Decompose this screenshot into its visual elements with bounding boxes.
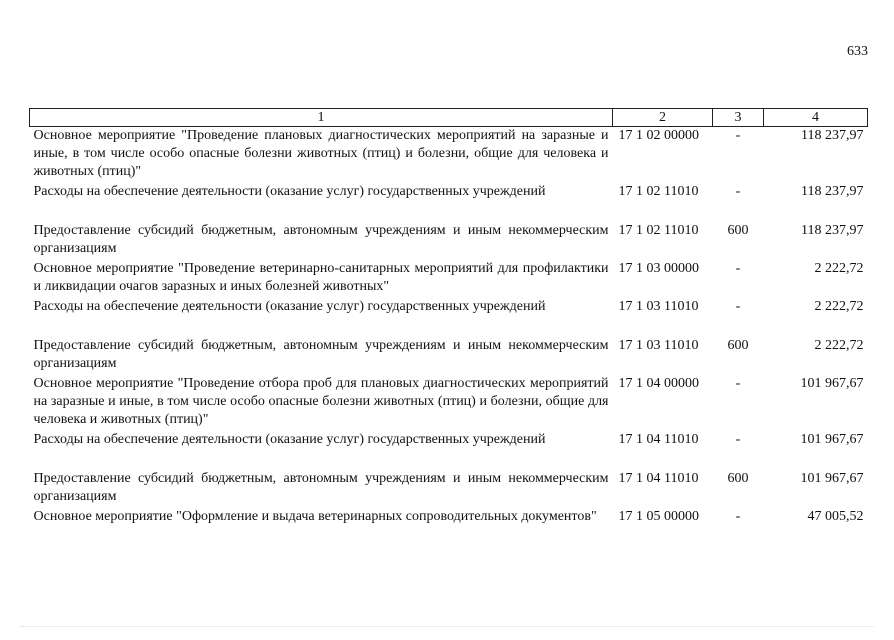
table-row [30,375,868,431]
column-header-code: 2 [613,109,713,127]
table-row [30,470,868,508]
row-amount: 101 967,67 [800,376,864,391]
row-description: Расходы на обеспечение деятельности (оказание услуг) государственных учреждений [33,184,546,199]
row-description: Основное мероприятие "Оформление и выдача ветеринарных сопроводительных документов" [33,509,597,524]
row-code: 17 1 03 11010 [618,338,699,353]
row-type: - [735,261,741,276]
row-description: Основное мероприятие "Проведение отбора проб для плановых диагностических мероприятий на заразные и иные, в том числе особо опасные болезни животных (птиц) и болезни, общие для человека и животных (птиц)" [33,376,609,427]
table-row [30,183,868,222]
row-type: - [735,509,741,524]
column-header-description: 1 [30,109,613,127]
row-type: - [735,432,741,447]
scan-artifact-line [20,626,874,627]
row-type: 600 [727,223,749,238]
row-type: - [735,128,741,143]
table-row [30,222,868,260]
row-amount: 2 222,72 [814,261,864,276]
table-body [30,127,868,547]
table-row [30,260,868,298]
row-code: 17 1 04 11010 [618,471,699,486]
row-amount: 47 005,52 [807,509,864,524]
row-code: 17 1 02 11010 [618,184,699,199]
row-amount: 2 222,72 [814,299,864,314]
row-description: Расходы на обеспечение деятельности (оказание услуг) государственных учреждений [33,432,546,447]
row-description: Предоставление субсидий бюджетным, автономным учреждениям и иным некоммерческим организациям [33,471,609,504]
row-description: Основное мероприятие "Проведение плановых диагностических мероприятий на заразные и иные, в том числе особо опасные болезни животных (птиц) и болезни, общие для человека и животных (птиц)" [33,128,609,179]
page-number: 633 [847,44,868,59]
row-amount: 101 967,67 [800,432,864,447]
row-description: Предоставление субсидий бюджетным, автономным учреждениям и иным некоммерческим организациям [33,223,609,256]
row-type: - [735,299,741,314]
row-type: 600 [727,471,749,486]
column-header-type: 3 [713,109,764,127]
row-code: 17 1 02 00000 [618,128,699,143]
budget-table [29,108,868,546]
row-type: - [735,184,741,199]
row-type: - [735,376,741,391]
row-amount: 118 237,97 [801,128,864,143]
row-amount: 118 237,97 [801,223,864,238]
header-row [30,109,868,127]
row-type: 600 [727,338,749,353]
row-description: Предоставление субсидий бюджетным, автономным учреждениям и иным некоммерческим организациям [33,338,609,371]
table-row [30,298,868,337]
row-amount: 118 237,97 [801,184,864,199]
row-description: Расходы на обеспечение деятельности (оказание услуг) государственных учреждений [33,299,546,314]
table-row [30,508,868,546]
table-row [30,337,868,375]
row-code: 17 1 02 11010 [618,223,699,238]
table-row [30,127,868,184]
row-code: 17 1 03 00000 [618,261,699,276]
row-code: 17 1 04 11010 [618,432,699,447]
row-description: Основное мероприятие "Проведение ветеринарно-санитарных мероприятий для профилактики и ликвидации очагов заразных и иных болезней животных" [33,261,609,294]
row-code: 17 1 04 00000 [618,376,699,391]
column-header-amount: 4 [764,109,868,127]
row-code: 17 1 03 11010 [618,299,699,314]
row-code: 17 1 05 00000 [618,509,699,524]
row-amount: 101 967,67 [800,471,864,486]
table-row [30,431,868,470]
table-header [30,109,868,127]
row-amount: 2 222,72 [814,338,864,353]
